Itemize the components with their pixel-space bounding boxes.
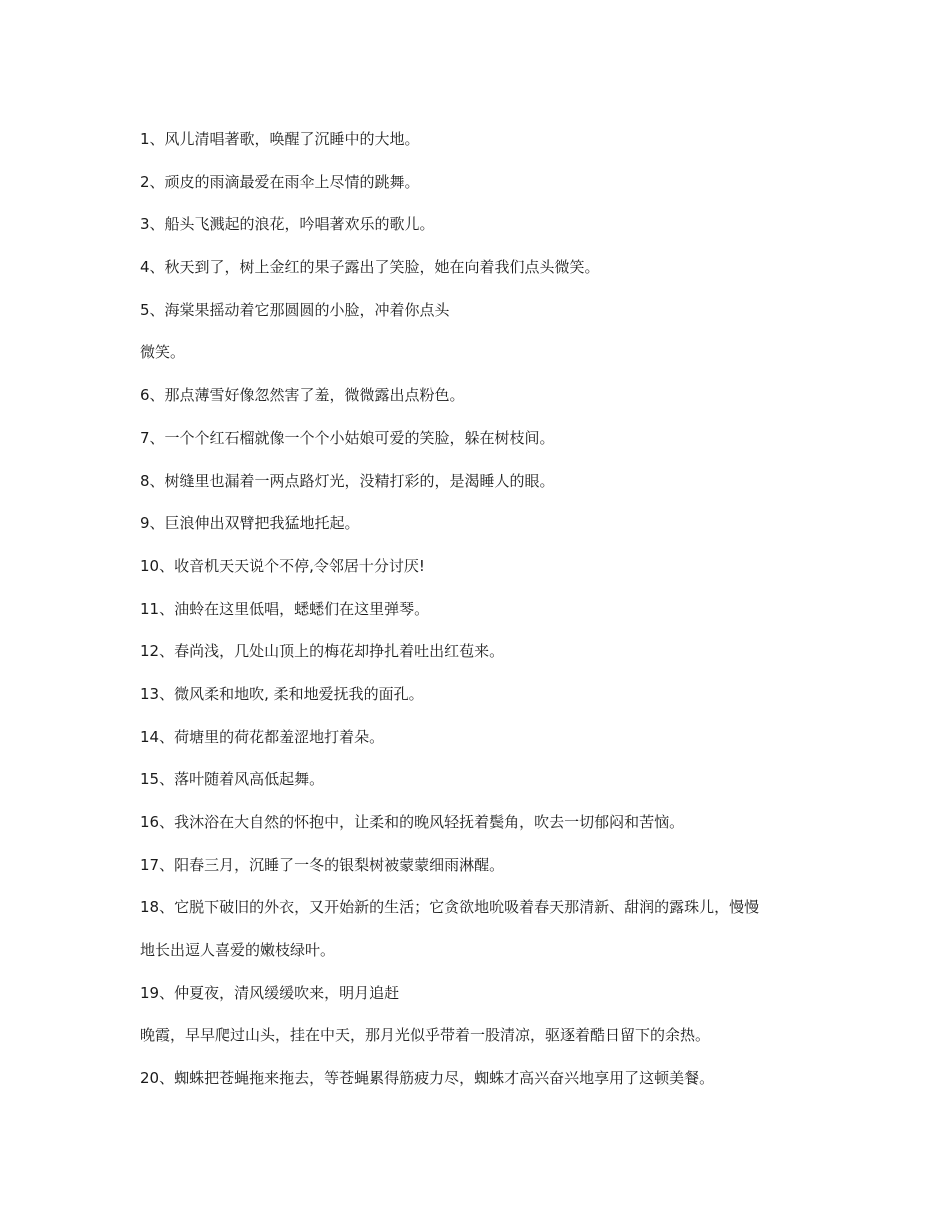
sentence-line: 16、我沐浴在大自然的怀抱中，让柔和的晚风轻抚着鬓角，吹去一切郁闷和苦恼。 <box>140 813 685 831</box>
sentence-line: 20、蜘蛛把苍蝇拖来拖去，等苍蝇累得筋疲力尽，蜘蛛才高兴奋兴地享用了这顿美餐。 <box>140 1069 715 1088</box>
sentence-line: 14、荷塘里的荷花都羞涩地打着朵。 <box>140 727 385 746</box>
sentence-line: 2、顽皮的雨滴最爱在雨伞上尽情的跳舞。 <box>140 172 420 191</box>
sentence-line: 10、收音机天天说个不停,令邻居十分讨厌! <box>140 556 425 575</box>
sentence-line: 11、油蛉在这里低唱，蟋蟋们在这里弹琴。 <box>140 599 430 618</box>
sentence-line: 晚霞，早早爬过山头，挂在中天，那月光似乎带着一股清凉，驱逐着酷日留下的余热。 <box>140 1026 711 1045</box>
sentence-line: 12、春尚浅，几处山顶上的梅花却挣扎着吐出红苞来。 <box>140 642 505 661</box>
sentence-line: 13、微风柔和地吹, 柔和地爱抚我的面孔。 <box>140 684 424 703</box>
document-body <box>140 126 820 1108</box>
sentence-line: 5、海棠果摇动着它那圆圆的小脸，冲着你点头 <box>140 300 450 319</box>
sentence-line: 9、巨浪伸出双臂把我猛地托起。 <box>140 514 360 533</box>
sentence-line: 7、一个个红石榴就像一个个小姑娘可爱的笑脸，躲在树枝间。 <box>140 428 555 447</box>
sentence-line: 17、阳春三月，沉睡了一冬的银梨树被蒙蒙细雨淋醒。 <box>140 855 505 874</box>
sentence-line: 3、船头飞溅起的浪花，吟唱著欢乐的歌儿。 <box>140 215 435 234</box>
sentence-line: 15、落叶随着风高低起舞。 <box>140 770 325 789</box>
sentence-line: 19、仲夏夜，清风缓缓吹来，明月追赶 <box>140 983 400 1002</box>
sentence-line: 地长出逗人喜爱的嫩枝绿叶。 <box>140 941 336 960</box>
sentence-line: 6、那点薄雪好像忽然害了羞，微微露出点粉色。 <box>140 386 465 405</box>
sentence-line: 微笑。 <box>140 343 186 362</box>
sentence-line: 8、树缝里也漏着一两点路灯光，没精打彩的，是渴睡人的眼。 <box>140 471 555 490</box>
sentence-line: 18、它脱下破旧的外衣，又开始新的生活；它贪欲地吮吸着春天那清新、甜润的露珠儿，慢慢 <box>140 898 760 917</box>
sentence-line: 1、风儿清唱著歌，唤醒了沉睡中的大地。 <box>140 130 420 148</box>
sentence-line: 4、秋天到了，树上金红的果子露出了笑脸，她在向着我们点头微笑。 <box>140 258 600 277</box>
